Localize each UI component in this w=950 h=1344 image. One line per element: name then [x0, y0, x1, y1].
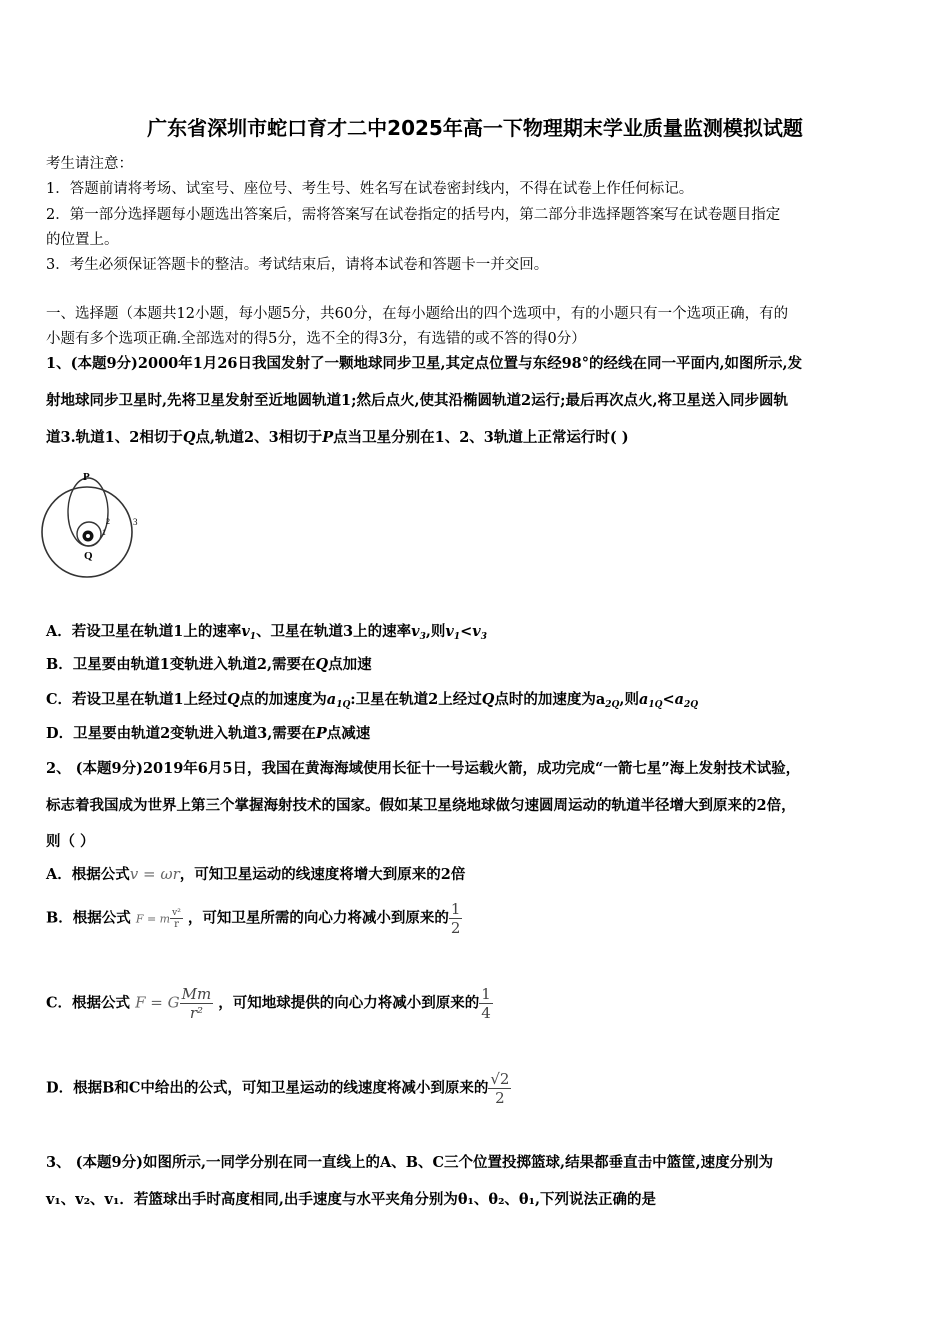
label-Q: Q — [84, 550, 93, 562]
q2-stem-line-2: 标志着我国成为世界上第三个掌握海射技术的国家。假如某卫星绕地球做匀速圆周运动的轨道半径增大到原来的2倍， — [46, 797, 796, 814]
notice-item-3: 3．考生必须保证答题卡的整洁。考试结束后，请将本试卷和答题卡一并交回。 — [46, 257, 549, 273]
fraction-one-half: $\frac{1}{2}$ — [450, 900, 461, 937]
q3-stem-line-1: 3、 (本题9分)如图所示,一同学分别在同一直线上的A、B、C三个位置投掷篮球,结果都垂直击中篮筐,速度分别为 — [46, 1154, 774, 1171]
q1-option-a: A．若设卫星在轨道1上的速率$v_1$、卫星在轨道3上的速率$v_3$,则$v_1<v_3$ — [46, 623, 487, 642]
q2-option-c: C．根据公式 F = G $\frac{Mm}{\text{r²}}$ ，可知地球提供的向心力将减小到原来的 $\frac{1}{4}$ — [46, 985, 491, 1022]
section-1-intro-cont: 小题有多个选项正确.全部选对的得5分，选不全的得3分，有选错的或不答的得0分） — [46, 331, 586, 347]
fraction-root2-over-2: $\frac{√2}{2}$ — [490, 1070, 510, 1107]
label-2: 2 — [106, 517, 110, 526]
orbit-diagram — [40, 462, 150, 590]
q2-stem-line-3: 则（ ） — [46, 833, 95, 850]
q1-option-d: D．卫星要由轨道2变轨进入轨道3,需要在P点减速 — [46, 725, 371, 742]
q1-stem-line-1: 1、(本题9分)2000年1月26日我国发射了一颗地球同步卫星,其定点位置与东经98°的经线在同一平面内,如图所示,发 — [46, 355, 803, 372]
notice-item-2: 2．第一部分选择题每小题选出答案后，需将答案写在试卷指定的括号内，第二部分非选择题答案写在试卷题目指定 — [46, 207, 781, 223]
notice-item-2-cont: 的位置上。 — [46, 232, 119, 248]
section-1-intro: 一、选择题（本题共12小题，每小题5分，共60分，在每小题给出的四个选项中，有的小题只有一个选项正确，有的 — [46, 306, 789, 322]
fraction-one-quarter: $\frac{1}{4}$ — [481, 985, 491, 1022]
q2-option-b: B．根据公式 F = m $\frac{\text{v²}}{r}$ ，可知卫星所需的向心力将减小到原来的 $\frac{1}{2}$ — [46, 900, 461, 937]
page-title: 广东省深圳市蛇口育才二中2025年高一下物理期末学业质量监测模拟试题 — [147, 116, 803, 140]
q3-stem-line-2: v₁、v₂、v₁．若篮球出手时高度相同,出手速度与水平夹角分别为θ₁、θ₂、θ₁,下列说法正确的是 — [46, 1191, 656, 1208]
label-P: P — [83, 471, 90, 483]
q1-option-c: C．若设卫星在轨道1上经过Q点的加速度为$a_{1Q}$:卫星在轨道2上经过Q点时的加速度为$a_{2Q}$,则$a_{1Q}<a_{2Q}$ — [46, 691, 699, 710]
notice-item-1: 1．答题前请将考场、试室号、座位号、考生号、姓名写在试卷密封线内，不得在试卷上作任何标记。 — [46, 181, 694, 197]
q2-option-a: A．根据公式v = ωr，可知卫星运动的线速度将增大到原来的2倍 — [46, 865, 466, 883]
notice-heading: 考生请注意： — [46, 156, 133, 172]
q1-stem-line-2: 射地球同步卫星时,先将卫星发射至近地圆轨道1;然后点火,使其沿椭圆轨道2运行;最后再次点火,将卫星送入同步圆轨 — [46, 392, 789, 409]
q2-option-d: D．根据B和C中给出的公式，可知卫星运动的线速度将减小到原来的 $\frac{√2}{2}$ — [46, 1070, 510, 1107]
q1-option-b: B．卫星要由轨道1变轨进入轨道2,需要在Q点加速 — [46, 656, 372, 673]
q2-stem-line-1: 2、 (本题9分)2019年6月5日，我国在黄海海域使用长征十一号运载火箭，成功完成“一箭七星”海上发射技术试验， — [46, 760, 801, 777]
label-3: 3 — [133, 517, 138, 527]
q1-stem-line-3: 道3.轨道1、2相切于Q点,轨道2、3相切于P点当卫星分别在1、2、3轨道上正常运行时( ) — [46, 429, 629, 446]
label-1: 1 — [102, 528, 106, 537]
